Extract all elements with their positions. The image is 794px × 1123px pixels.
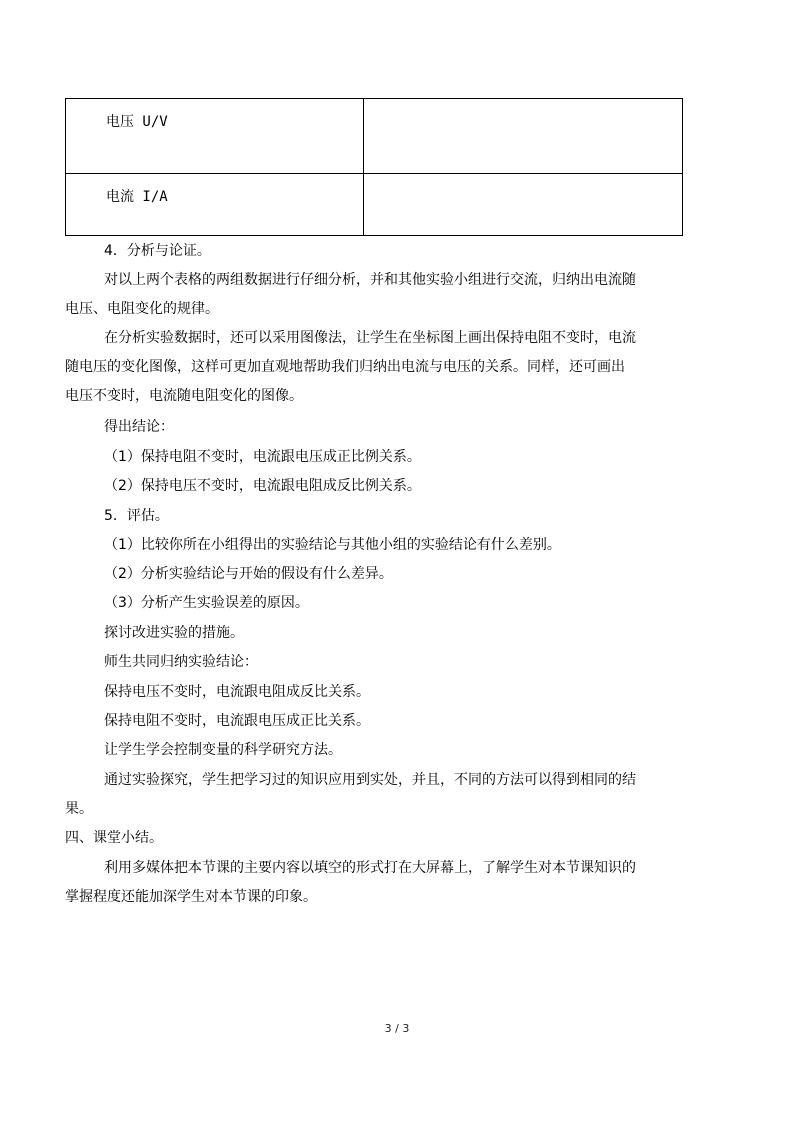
section-heading-analysis: 4．分析与论证。 — [104, 243, 211, 259]
section-heading-summary: 四、课堂小结。 — [65, 830, 163, 846]
evaluation-item: （3）分析产生实验误差的原因。 — [104, 595, 309, 611]
paragraph-line: 果。 — [65, 801, 93, 817]
evaluation-item: （1）比较你所在小组得出的实验结论与其他小组的实验结论有什么差别。 — [104, 537, 561, 553]
data-table — [65, 98, 683, 236]
paragraph-line: 在分析实验数据时，还可以采用图像法，让学生在坐标图上画出保持电阻不变时，电流 — [104, 330, 636, 346]
table-cell-voltage-value — [364, 99, 683, 174]
paragraph-line: 师生共同归纳实验结论： — [104, 654, 258, 670]
paragraph-line: 利用多媒体把本节课的主要内容以填空的形式打在大屏幕上，了解学生对本节课知识的 — [104, 860, 636, 876]
paragraph-line: 保持电压不变时，电流跟电阻成反比关系。 — [104, 684, 370, 700]
page-number: 3 / 3 — [384, 1022, 410, 1035]
paragraph-line: 掌握程度还能加深学生对本节课的印象。 — [65, 889, 317, 905]
paragraph-line: 电压不变时，电流随电阻变化的图像。 — [65, 388, 303, 404]
paragraph-line: 随电压的变化图像，这样可更加直观地帮助我们归纳出电流与电压的关系。同样，还可画出 — [65, 359, 625, 375]
paragraph-line: 保持电阻不变时，电流跟电压成正比关系。 — [104, 713, 370, 729]
table-cell-current-value — [364, 174, 683, 236]
evaluation-item: （2）分析实验结论与开始的假设有什么差异。 — [104, 566, 393, 582]
table-cell-voltage-label: 电压 U/V — [66, 99, 364, 174]
paragraph-line: 电压、电阻变化的规律。 — [65, 301, 219, 317]
paragraph-line: 让学生学会控制变量的科学研究方法。 — [104, 742, 342, 758]
conclusion-heading: 得出结论： — [104, 419, 174, 435]
conclusion-item: （2）保持电压不变时，电流跟电阻成反比例关系。 — [104, 478, 421, 494]
table-row — [66, 174, 683, 236]
paragraph-line: 通过实验探究，学生把学习过的知识应用到实处，并且，不同的方法可以得到相同的结 — [104, 772, 636, 788]
conclusion-item: （1）保持电阻不变时，电流跟电压成正比例关系。 — [104, 449, 421, 465]
paragraph-line: 探讨改进实验的措施。 — [104, 625, 244, 641]
table-row — [66, 99, 683, 174]
section-heading-evaluation: 5．评估。 — [104, 508, 169, 524]
table-cell-current-label: 电流 I/A — [66, 174, 364, 236]
paragraph-line: 对以上两个表格的两组数据进行仔细分析，并和其他实验小组进行交流，归纳出电流随 — [104, 272, 636, 288]
